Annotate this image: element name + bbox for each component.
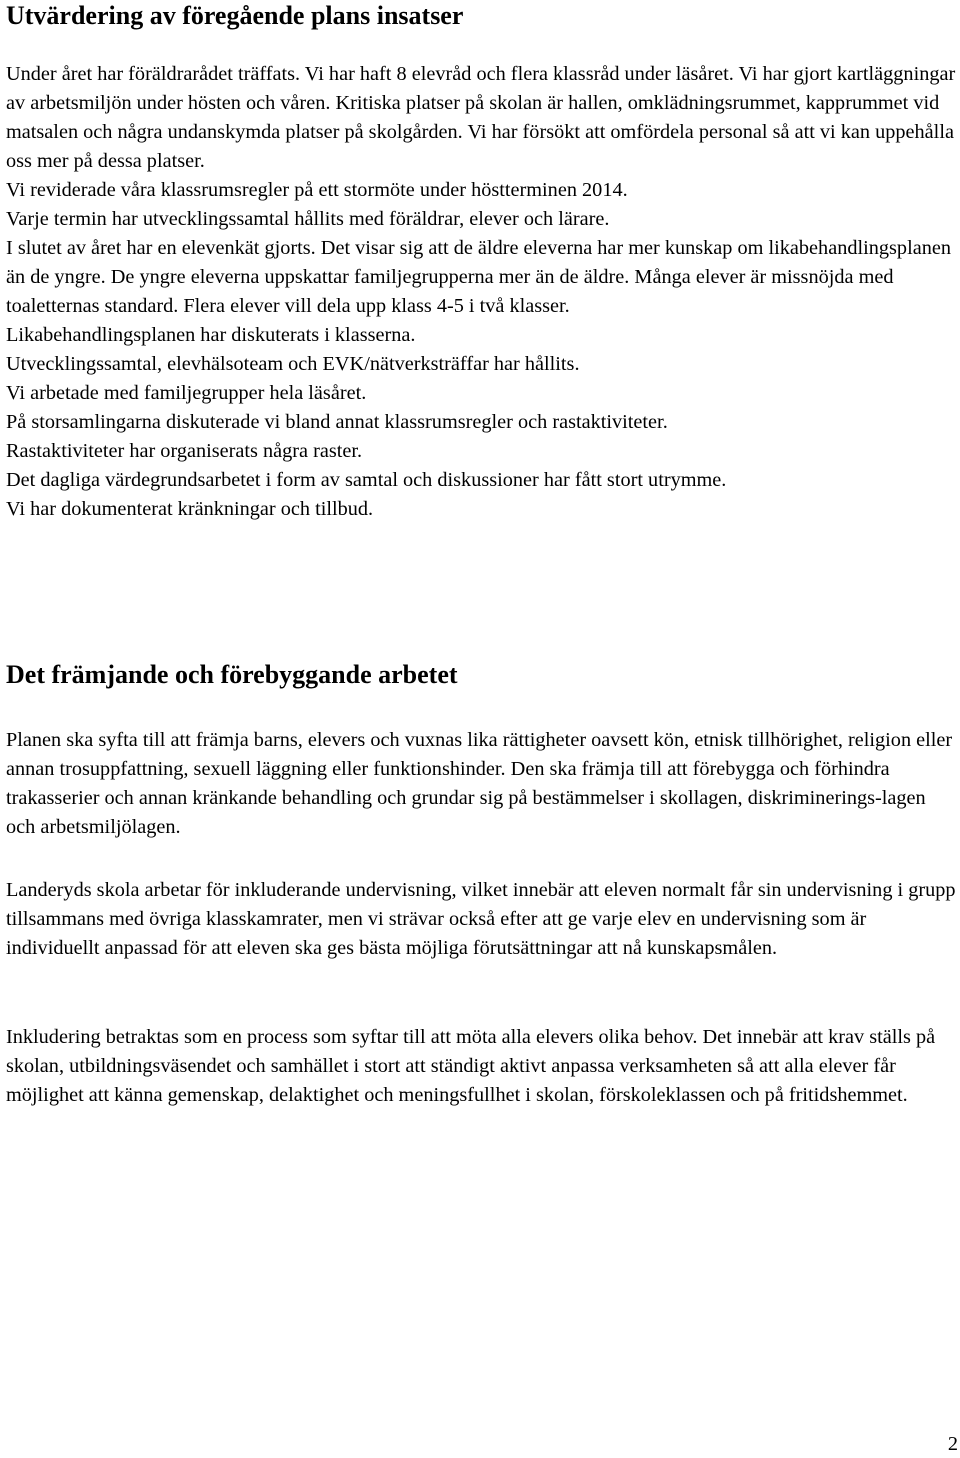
promotion-paragraph-2: Landeryds skola arbetar för inkluderande undervisning, vilket innebär att eleven normalt får sin undervisning i grupp tillsammans med övriga klasskamrater, men vi strävar också efter att ge varje elev en undervisning som är individuellt anpassad för att eleven ska ges bästa möjliga förutsättningar att nå kunskapsmålen.	[6, 879, 956, 959]
promotion-paragraph-1: Planen ska syfta till att främja barns, elevers och vuxnas lika rättigheter oavsett kön, etnisk tillhörighet, religion eller annan trosuppfattning, sexuell läggning eller funktionshinder. Den ska främja till att förebygga och förhindra trakasserier och annan kränkande behandling och grundar sig på bestämmelser i skollagen, diskriminerings-lagen och arbetsmiljölagen.	[6, 729, 953, 838]
evaluation-paragraph-4: I slutet av året har en elevenkät gjorts. Det visar sig att de äldre eleverna har mer kunskap om likabehandlingsplanen än de yngre. De yngre eleverna uppskattar familjegrupperna mer än de äldre. Många elever är missnöjda med toaletternas standard. Flera elever vill dela upp klass 4-5 i två klasser.	[6, 237, 951, 317]
evaluation-paragraph-8: På storsamlingarna diskuterade vi bland annat klassrumsregler och rastaktiviteter.	[6, 411, 668, 433]
promotion-paragraph-3: Inkludering betraktas som en process som syftar till att möta alla elevers olika behov. Det innebär att krav ställs på skolan, utbildningsväsendet och samhället i stort att ständigt aktivt anpassa verksamheten så att alla elever får möjlighet att känna gemenskap, delaktighet och meningsfullhet i skolan, förskoleklassen och på fritidshemmet.	[6, 1026, 936, 1106]
evaluation-paragraph-7: Vi arbetade med familjegrupper hela läsåret.	[6, 382, 367, 404]
page-number: 2	[947, 1433, 958, 1455]
evaluation-paragraph-11: Vi har dokumenterat kränkningar och tillbud.	[6, 498, 374, 520]
evaluation-paragraph-2: Vi reviderade våra klassrumsregler på ett stormöte under höstterminen 2014.	[6, 179, 628, 201]
evaluation-paragraph-3: Varje termin har utvecklingssamtal hållits med föräldrar, elever och lärare.	[6, 208, 610, 230]
evaluation-paragraph-5: Likabehandlingsplanen har diskuterats i klasserna.	[6, 324, 416, 346]
evaluation-paragraph-6: Utvecklingssamtal, elevhälsoteam och EVK/nätverksträffar har hållits.	[6, 353, 580, 375]
evaluation-list	[6, 60, 956, 524]
evaluation-paragraph-10: Det dagliga värdegrundsarbetet i form av samtal och diskussioner har fått stort utrymme.	[6, 469, 727, 491]
evaluation-paragraph-9: Rastaktiviteter har organiserats några raster.	[6, 440, 363, 462]
evaluation-paragraph-1: Under året har föräldrarådet träffats. Vi har haft 8 elevråd och flera klassråd under läsåret. Vi har gjort kartläggningar av arbetsmiljön under hösten och våren. Kritiska platser på skolan är hallen, omklädningsrummet, kapprummet vid matsalen och några undanskymda platser på skolgården. Vi har försökt att omfördela personal så att vi kan uppehålla oss mer på dessa platser.	[6, 63, 956, 172]
section-title-evaluation: Utvärdering av föregående plans insatser	[6, 1, 464, 30]
section-title-promotion: Det främjande och förebyggande arbetet	[6, 660, 458, 689]
